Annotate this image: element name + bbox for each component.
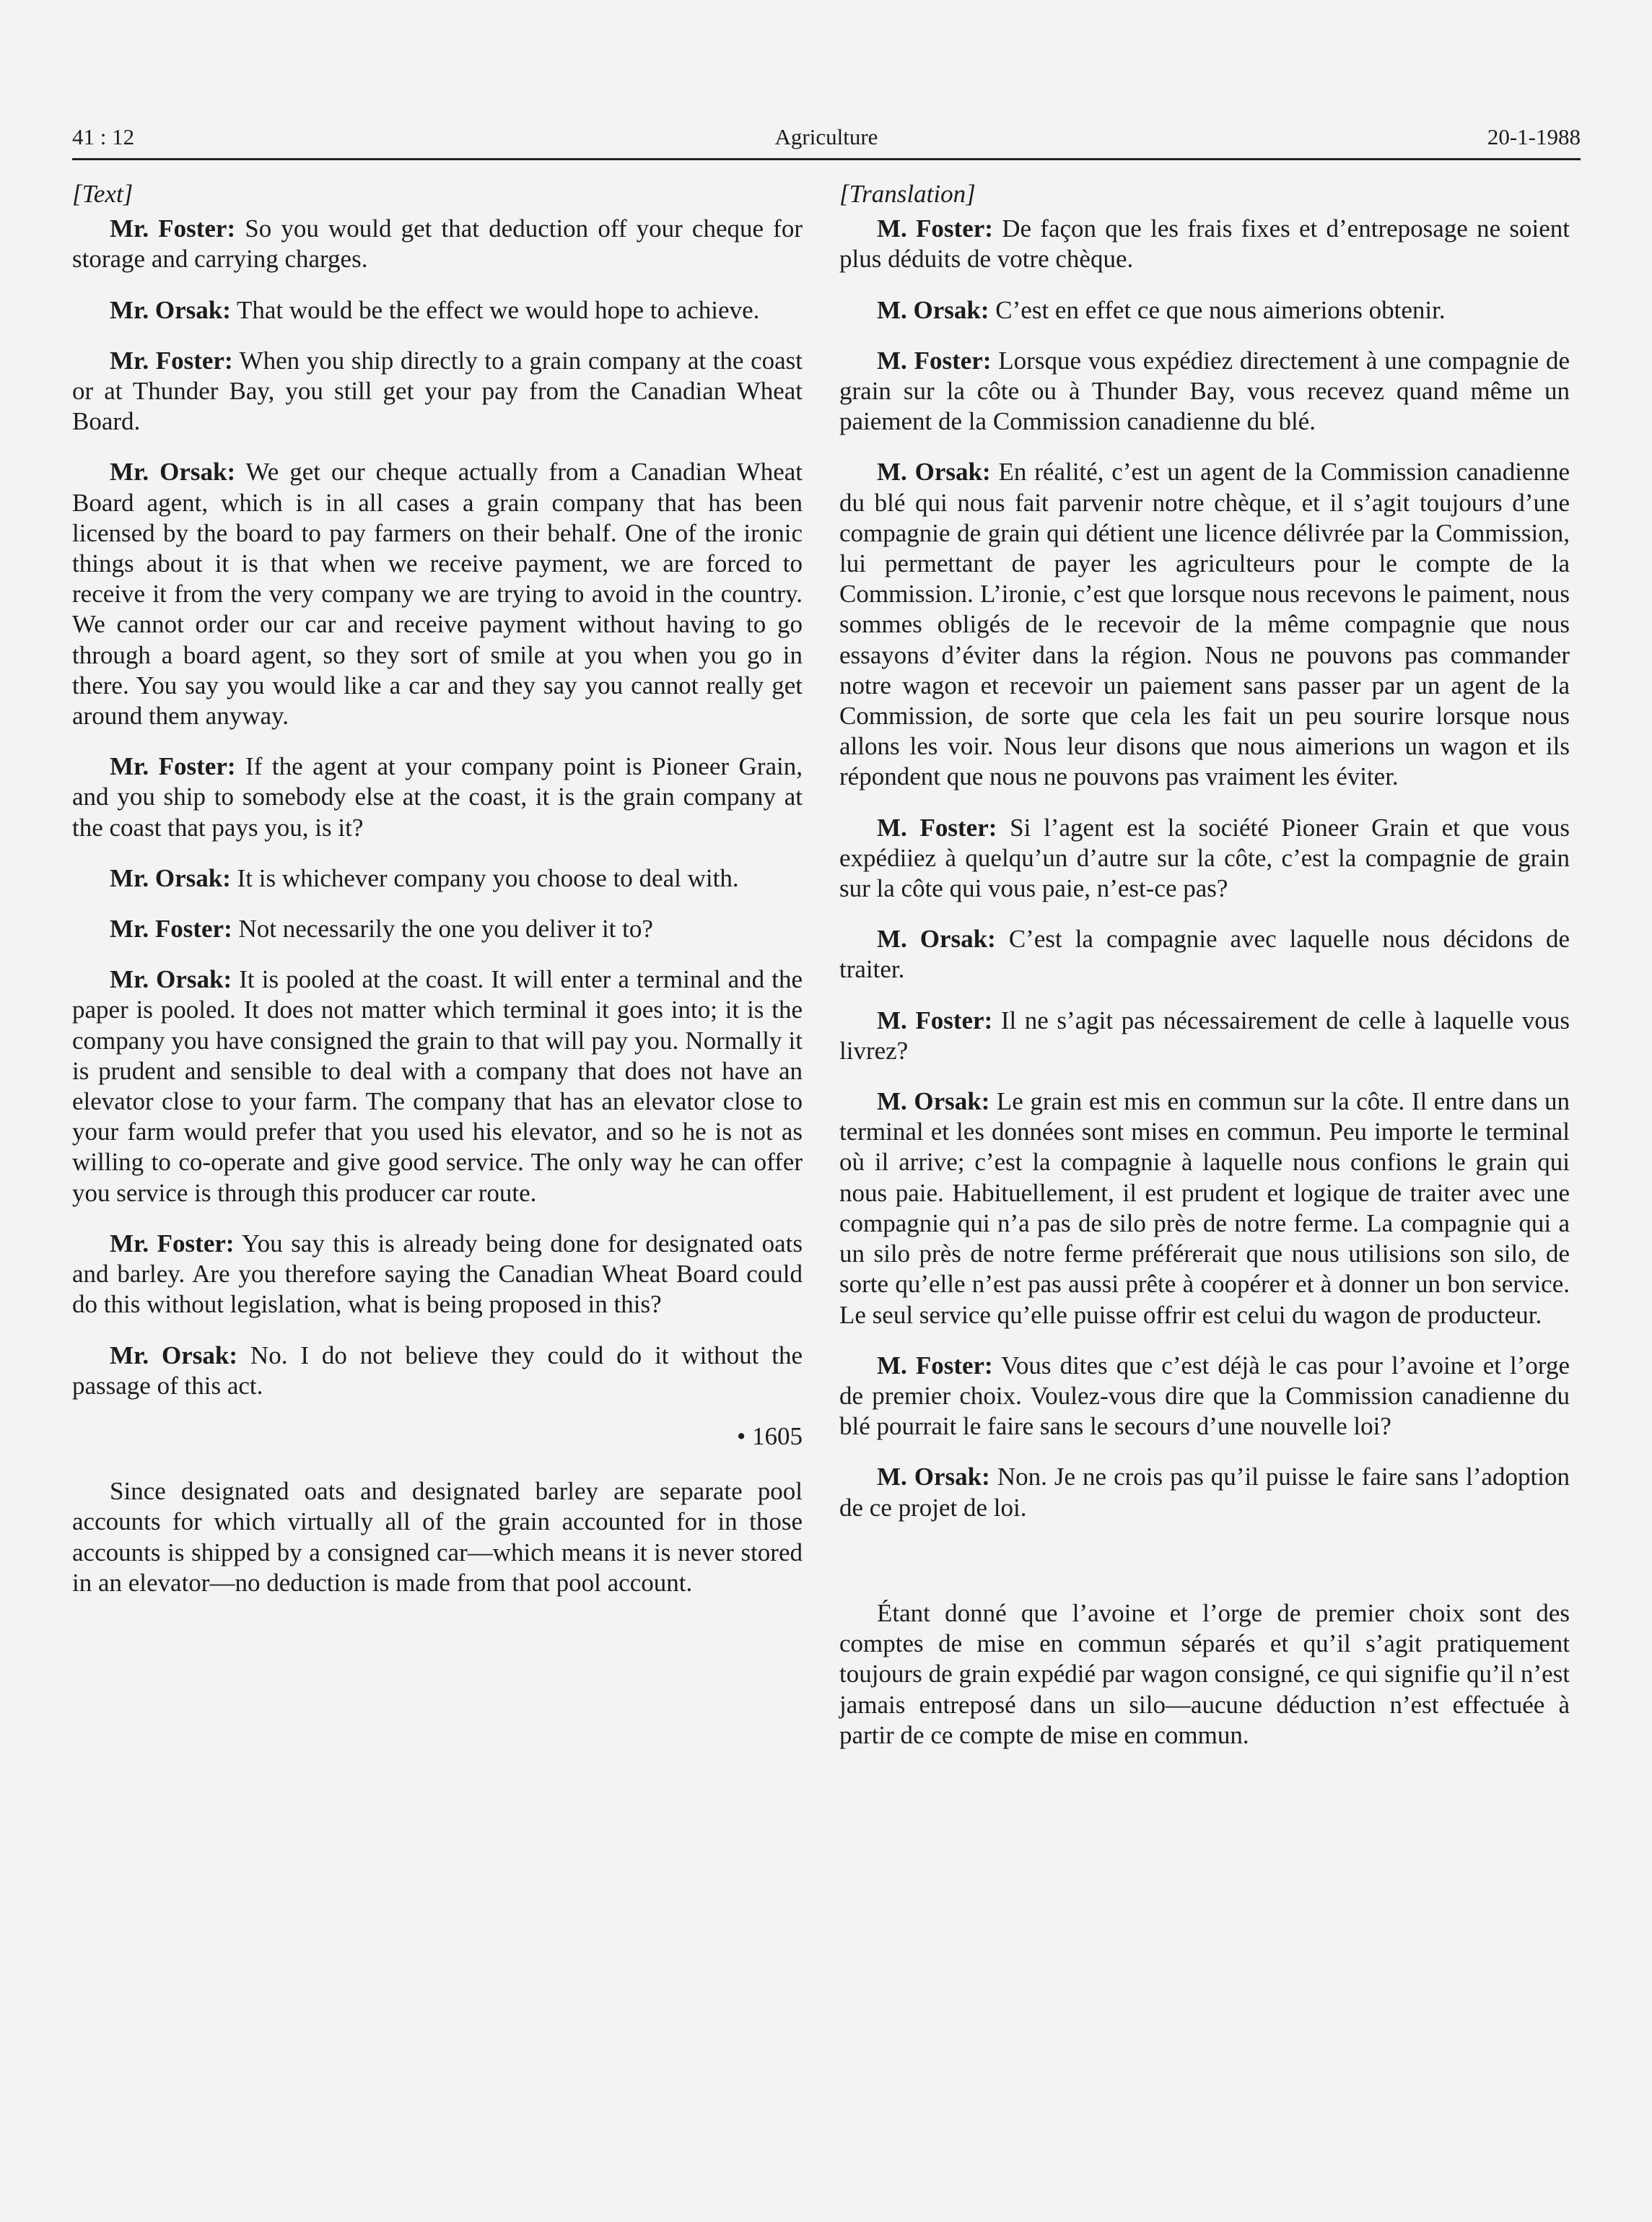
speaker-name: Mr. Foster: (110, 752, 236, 781)
speaker-name: Mr. Orsak: (110, 458, 236, 487)
header-rule (72, 158, 1581, 160)
closing-paragraph: Étant donné que l’avoine et l’orge de premier choix sont des comptes de mise en commun séparés et qu’il s’agit pratiquement toujours de grain expédié par wagon consigné, ce qui signifie qu’il n’est jamais entreposé dans un silo—aucune déduction n’est effectuée à partir de ce compte de mise en commun. (839, 1598, 1570, 1749)
speech-text: No. I do not believe they could do it without the passage of this act. (72, 1341, 803, 1400)
column-label: [Translation] (839, 180, 976, 208)
speech-paragraph (839, 1086, 1570, 1330)
closing-paragraph: Since designated oats and designated barley are separate pool accounts for which virtually all of the grain accounted for in those accounts is shipped by a consigned car—which means it is never stored in an elevator—no deduction is made from that pool account. (72, 1477, 803, 1597)
speaker-name: Mr. Orsak: (110, 965, 232, 994)
speaker-name: M. Foster: (877, 1351, 993, 1380)
speech-paragraph (72, 1229, 803, 1320)
speech-text: Non. Je ne crois pas qu’il puisse le faire sans l’adoption de ce projet de loi. (839, 1463, 1570, 1522)
speech-paragraph (72, 751, 803, 843)
speech-paragraph (839, 813, 1570, 905)
speech-paragraph (839, 924, 1570, 985)
speech-text: Lorsque vous expédiez directement à une compagnie de grain sur la côte ou à Thunder Bay, vous recevez quand même un paiement de la Commission canadienne du blé. (839, 346, 1570, 436)
speech-paragraph (72, 214, 803, 274)
speaker-name: M. Orsak: (877, 458, 991, 487)
speaker-name: M. Foster: (877, 1006, 993, 1034)
speech-paragraph (839, 1006, 1570, 1066)
speech-paragraph (839, 214, 1570, 274)
speech-paragraph (839, 295, 1570, 326)
speaker-name: Mr. Orsak: (110, 1341, 238, 1369)
page-header (72, 124, 1581, 157)
column-label: [Text] (72, 180, 134, 208)
speech-text: Not necessarily the one you deliver it to? (238, 915, 653, 944)
speaker-name: M. Orsak: (877, 1463, 990, 1491)
french-column (839, 179, 1570, 1771)
speaker-name: Mr. Orsak: (110, 295, 231, 324)
speaker-name: Mr. Foster: (110, 1229, 235, 1258)
speaker-name: M. Orsak: (877, 925, 996, 954)
speech-paragraph (72, 914, 803, 944)
speaker-name: M. Foster: (877, 214, 993, 243)
header-title: Agriculture (774, 124, 878, 149)
speech-text: Vous dites que c’est déjà le cas pour l’avoine et l’orge de premier choix. Voulez-vous dire que la Commission canadienne du blé pourrait le faire sans le secours d’une nouvelle loi? (839, 1351, 1570, 1441)
speech-text: C’est la compagnie avec laquelle nous décidons de traiter. (839, 925, 1570, 984)
speech-text: De façon que les frais fixes et d’entreposage ne soient plus déduits de votre chèque. (839, 214, 1570, 274)
speaker-name: M. Foster: (877, 813, 997, 842)
speech-text: That would be the effect we would hope to achieve. (236, 295, 760, 324)
speech-text: Si l’agent est la société Pioneer Grain et que vous expédiiez à quelqu’un d’autre sur la côte, c’est la compagnie de grain sur la côte qui vous paie, n’est-ce pas? (839, 813, 1570, 903)
speech-text: We get our cheque actually from a Canadian Wheat Board agent, which is in all cases a grain company that has been licensed by the board to pay farmers on their behalf. One of the ironic things about it is that when we receive payment, we are forced to receive it from the very company we are trying to avoid in the country. We cannot order our car and receive payment without having to go through a board agent, so they sort of smile at you when you go in there. You say you would like a car and they say you cannot really get around them anyway. (72, 458, 803, 731)
speech-paragraph (72, 863, 803, 894)
speaker-name: Mr. Foster: (110, 915, 232, 944)
speech-text: So you would get that deduction off your cheque for storage and carrying charges. (72, 214, 803, 274)
speech-paragraph (72, 295, 803, 326)
column-label-text: Translation (849, 180, 966, 208)
header-date: 20-1-1988 (1487, 124, 1581, 149)
speaker-name: Mr. Foster: (110, 346, 233, 375)
speech-paragraph (72, 1341, 803, 1401)
speech-paragraph (839, 346, 1570, 437)
column-label-text: Text (82, 180, 123, 208)
speech-text: C’est en effet ce que nous aimerions obtenir. (995, 295, 1446, 324)
speech-paragraph (72, 346, 803, 437)
speaker-name: M. Orsak: (877, 295, 989, 324)
speech-text: Le grain est mis en commun sur la côte. Il entre dans un terminal et les données sont mises en commun. Peu importe le terminal où il arrive; c’est la compagnie à laquelle nous confions le grain qui nous paie. Habituellement, il est prudent et logique de traiter avec une compagnie qui n’a pas de silo près de notre ferme. La compagnie qui a un silo près de notre ferme préférerait que nous utilisions son silo, de sorte qu’elle n’est pas aussi prête à coopérer et à donner un bon service. Le seul service qu’elle puisse offrir est celui du wagon de producteur. (839, 1087, 1570, 1329)
speech-text: You say this is already being done for designated oats and barley. Are you therefore saying the Canadian Wheat Board could do this without legislation, what is being proposed in this? (72, 1229, 803, 1319)
speaker-name: Mr. Foster: (110, 214, 236, 243)
speaker-name: Mr. Orsak: (110, 863, 231, 892)
english-column (72, 179, 803, 1618)
page-reference: 41 : 12 (72, 124, 135, 149)
speech-text: It is whichever company you choose to deal with. (237, 863, 739, 892)
timestamp-spacer (839, 1543, 1570, 1574)
speech-text: If the agent at your company point is Pioneer Grain, and you ship to somebody else at the coast, it is the grain company at the coast that pays you, is it? (72, 752, 803, 842)
speech-paragraph (839, 1351, 1570, 1442)
speaker-name: M. Foster: (877, 346, 992, 375)
speech-paragraph (72, 457, 803, 731)
speech-text: En réalité, c’est un agent de la Commission canadienne du blé qui nous fait parvenir notre chèque, et il s’agit toujours d’une compagnie de grain qui détient une licence délivrée par la Commission, lui permettant de payer les agriculteurs pour le compte de la Commission. L’ironie, c’est que lorsque nous recevons le paiment, nous sommes obligés de le recevoir de la même compagnie que nous essayons d’éviter dans la région. Nous ne pouvons pas commander notre wagon et recevoir un paiement sans passer par un agent de la Commission, de sorte que cela les fait un peu sourire lorsque nous allons les voir. Nous leur disons que nous aimerions un wagon et ils répondent que nous ne pouvons pas vraiment les éviter. (839, 458, 1570, 791)
speech-text: It is pooled at the coast. It will enter a terminal and the paper is pooled. It does not matter which terminal it goes into; it is the company you have consigned the grain to that will pay you. Normally it is prudent and sensible to deal with a company that does not have an elevator close to your farm. The company that has an elevator close to your farm would prefer that you used his elevator, and so he is not as willing to co-operate and give good service. The only way he can offer you service is through this producer car route. (72, 965, 803, 1207)
speech-paragraph (839, 1462, 1570, 1522)
speech-text: When you ship directly to a grain company at the coast or at Thunder Bay, you still get your pay from the Canadian Wheat Board. (72, 346, 803, 436)
speech-paragraph (72, 964, 803, 1208)
timestamp-marker: • 1605 (736, 1421, 803, 1450)
speech-text: Il ne s’agit pas nécessairement de celle à laquelle vous livrez? (839, 1006, 1570, 1065)
speaker-name: M. Orsak: (877, 1087, 990, 1116)
speech-paragraph (839, 457, 1570, 792)
